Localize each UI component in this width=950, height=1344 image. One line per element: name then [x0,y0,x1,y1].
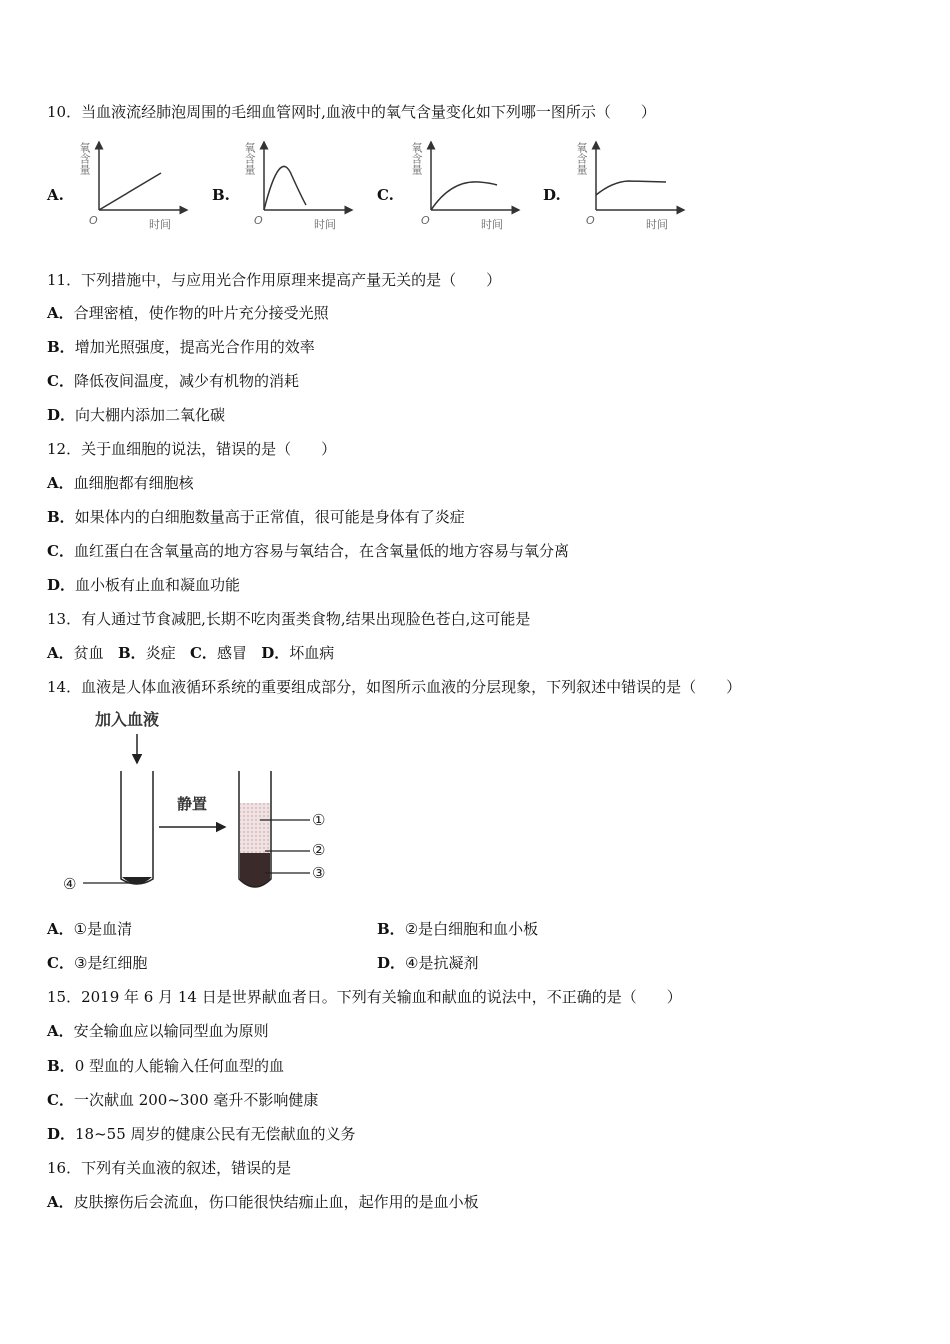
q10-option-d-label: D. [543,186,561,204]
q10-graph-a [75,136,195,236]
option-text: 向大棚内添加二氧化碳 [75,406,226,424]
q12-option-c [47,541,569,561]
x-axis-label: 时间 [314,218,336,231]
curve [264,166,306,210]
q12-option-d [47,575,240,595]
q11-option-d [47,405,225,425]
option-label: D． [377,954,406,972]
option-label: B． [117,644,146,662]
question-14-stem: 14．血液是人体血液循环系统的重要组成部分，如图所示血液的分层现象，下列叙述中错误的是（ ） [47,678,742,696]
option-label: B． [47,508,75,526]
option-label: D． [47,576,76,594]
question-11-stem: 11．下列措施中，与应用光合作用原理来提高产量无关的是（ ） [47,271,502,289]
option-text: 血红蛋白在含氧量高的地方容易与氧结合，在含氧量低的地方容易与氧分离 [73,542,569,560]
q10-graph-b-y-axis-label: 氧含量 [243,142,256,175]
option-label: C． [189,644,217,662]
option-text: 感冒 [216,644,247,662]
option-label: D． [261,644,290,662]
question-10-stem: 10．当血液流经肺泡周围的毛细血管网时,血液中的氧气含量变化如下列哪一图所示（ ） [47,103,656,121]
q12-option-b [47,507,465,527]
option-text: ③是红细胞 [73,954,148,972]
option-label: D． [47,406,76,424]
q14-option-d [377,953,478,973]
option-label: B． [47,1057,75,1075]
option-text: 增加光照强度，提高光合作用的效率 [74,338,315,356]
option-label: B． [377,920,405,938]
q14-option-a [47,919,132,939]
option-label: D． [47,1125,76,1143]
curve [99,173,161,210]
test-tube-left [121,771,153,884]
q15-option-b [47,1056,284,1076]
marker-3: ③ [312,864,326,882]
q14-option-b [377,919,538,939]
option-label: A． [47,644,74,662]
curve [431,182,497,210]
q16-option-a [47,1192,479,1212]
option-label: A． [47,304,74,322]
marker-2: ② [312,841,326,859]
option-label: A． [47,1193,74,1211]
q10-graph-b [240,136,360,236]
option-text: 炎症 [145,644,176,662]
option-label: A． [47,474,74,492]
option-text: 0 型血的人能输入任何血型的血 [74,1057,285,1075]
q10-graph-a-y-axis-label: 氧含量 [78,142,91,175]
option-text: 皮肤擦伤后会流血，伤口能很快结痂止血，起作用的是血小板 [73,1193,479,1211]
option-text: 安全输血应以输同型血为原则 [73,1022,269,1040]
q10-graph-d [572,136,692,236]
option-text: 血小板有止血和凝血功能 [75,576,241,594]
option-text: ②是白细胞和血小板 [404,920,539,938]
q10-option-b-label: B. [212,186,230,204]
option-text: ①是血清 [73,920,133,938]
option-text: 如果体内的白细胞数量高于正常值，很可能是身体有了炎症 [74,508,465,526]
q11-option-a [47,303,329,323]
option-text: 坏血病 [289,644,335,662]
question-16-stem: 16．下列有关血液的叙述，错误的是 [47,1159,292,1177]
option-label: B． [47,338,75,356]
option-label: A． [47,920,74,938]
red-cell-layer [240,853,270,887]
add-blood-label: 加入血液 [95,710,160,729]
option-label: C． [47,372,74,390]
blood-stratification-figure [55,703,345,898]
q12-option-a [47,473,194,493]
q15-option-a [47,1021,269,1041]
q13-options [47,643,334,663]
option-label: C． [47,954,74,972]
curve [596,181,666,195]
q10-graph-c-y-axis-label: 氧含量 [410,142,423,175]
q11-option-b [47,337,315,357]
option-label: C． [47,1091,74,1109]
option-text: 贫血 [73,644,104,662]
origin-label: O [254,214,263,227]
option-label: A． [47,1022,74,1040]
stand-label: 静置 [177,795,208,813]
q14-option-c [47,953,147,973]
q11-option-c [47,371,299,391]
option-label: C． [47,542,74,560]
q10-graph-d-y-axis-label: 氧含量 [575,142,588,175]
marker-4: ④ [63,875,77,893]
marker-1: ① [312,811,326,829]
q15-option-d [47,1124,356,1144]
option-text: 合理密植，使作物的叶片充分接受光照 [73,304,329,322]
question-15-stem: 15．2019 年 6 月 14 日是世界献血者日。下列有关输血和献血的说法中，不正确的是（ ） [47,988,682,1006]
origin-label: O [586,214,595,227]
plasma-layer [240,803,270,853]
q10-option-a-label: A. [47,186,64,204]
origin-label: O [89,214,98,227]
q15-option-c [47,1090,318,1110]
q10-graph-c [407,136,527,236]
option-text: 降低夜间温度，减少有机物的消耗 [73,372,299,390]
question-13-stem: 13．有人通过节食减肥,长期不吃肉蛋类食物,结果出现脸色苍白,这可能是 [47,610,531,628]
x-axis-label: 时间 [149,218,171,231]
q10-option-c-label: C. [377,186,394,204]
option-text: 一次献血 200~300 毫升不影响健康 [73,1091,319,1109]
option-text: 血细胞都有细胞核 [73,474,194,492]
x-axis-label: 时间 [481,218,503,231]
x-axis-label: 时间 [646,218,668,231]
question-12-stem: 12．关于血细胞的说法，错误的是（ ） [47,440,337,458]
origin-label: O [421,214,430,227]
option-text: 18~55 周岁的健康公民有无偿献血的义务 [75,1125,356,1143]
option-text: ④是抗凝剂 [405,954,479,972]
